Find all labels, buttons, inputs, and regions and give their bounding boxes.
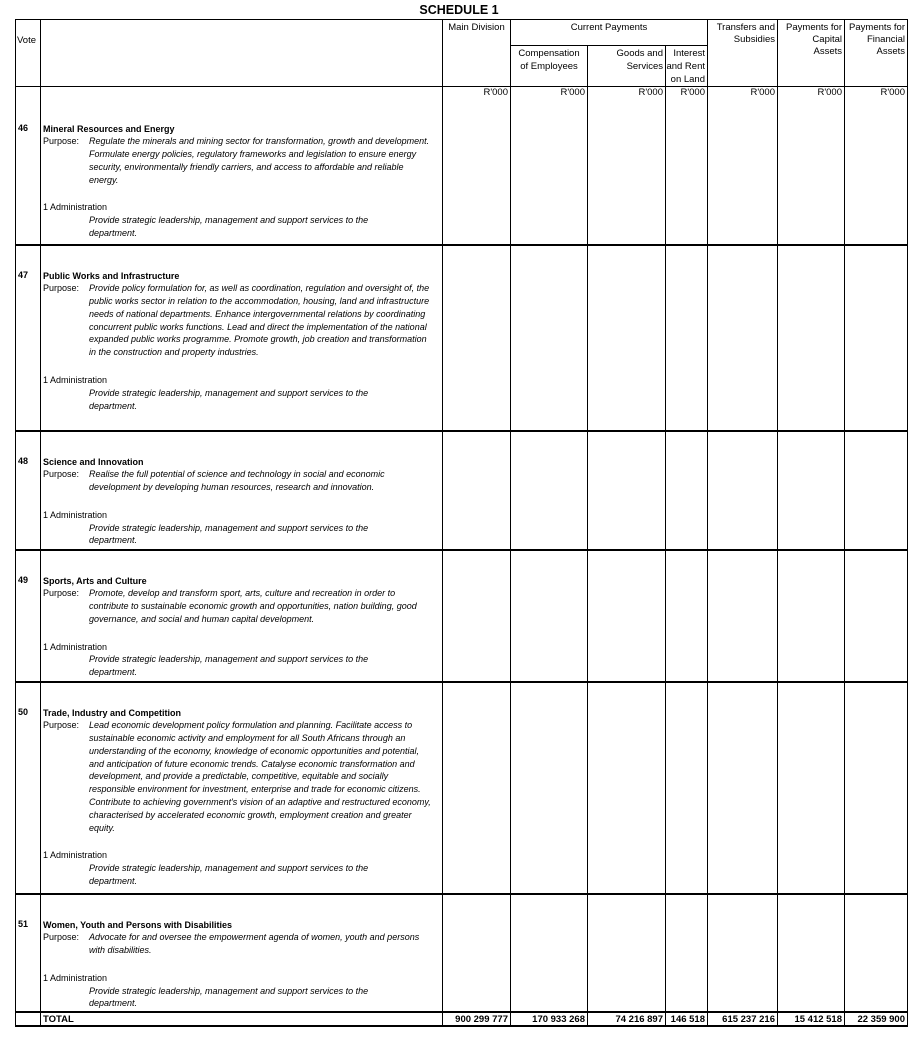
total-transfers: 615 237 216 [708,1012,778,1026]
vote-title: Sports, Arts and Culture [43,575,147,586]
purpose-label: Purpose: [43,283,80,294]
vote-row [16,682,908,894]
vote-number: 46 [16,99,41,245]
vote-number: 47 [16,245,41,431]
vote-description [41,682,443,894]
interest-header: Interest and Rent on Land [666,46,708,87]
total-row [16,1012,908,1026]
purpose-label: Purpose: [43,588,80,599]
program-name: 1 Administration [43,202,108,213]
total-capital: 15 412 518 [778,1012,845,1026]
vote-title: Mineral Resources and Energy [43,123,175,134]
purpose-label: Purpose: [43,136,80,147]
current-payments-header: Current Payments [511,20,708,46]
transfers-header: Transfers and Subsidies [708,20,778,87]
financial-header: Payments for Financial Assets [845,20,908,87]
purpose-label: Purpose: [43,469,80,480]
vote-number: 48 [16,431,41,550]
vote-number: 50 [16,682,41,894]
vote-description [41,894,443,1012]
program-name: 1 Administration [43,641,108,652]
unit-label: R'000 [443,87,511,99]
purpose-label: Purpose: [43,720,80,731]
purpose-text: Lead economic development policy formulation and planning. Facilitate access to sustainable economic activity and employment for all South Africans through an understanding of the economy, knowledge of economic opportunities and potential, and anticipation of future economic trends. Catalyse economic transformation and development, and provide a predictable, competitive, equitable and socially responsible environment for investment, enterprise and trade for economic citizens. Contribute to achieving government's vision of an adaptive and restructured economy, characterised by accelerated economic growth, employment creation and greater equity. [89,720,431,833]
total-financial: 22 359 900 [845,1012,908,1026]
goods-header: Goods and Services [588,46,666,87]
schedule-table [15,19,908,1027]
unit-label: R'000 [708,87,778,99]
purpose-text: Regulate the minerals and mining sector for transformation, growth and development. Formulate energy policies, regulatory frameworks and legislation to ensure energy security, environmentally friendly carriers, and access to affordable and reliable energy. [89,136,430,185]
vote-header: Vote [16,20,41,87]
vote-row [16,550,908,682]
total-label: TOTAL [41,1012,443,1026]
vote-row [16,431,908,550]
program-text: Provide strategic leadership, management and support services to the department. [89,863,369,887]
vote-row [16,99,908,245]
main-division-header: Main Division [443,20,511,87]
unit-label: R'000 [588,87,666,99]
capital-header: Payments for Capital Assets [778,20,845,87]
vote-description [41,245,443,431]
vote-description [41,431,443,550]
unit-label: R'000 [778,87,845,99]
program-name: 1 Administration [43,972,108,983]
total-interest: 146 518 [666,1012,708,1026]
program-text: Provide strategic leadership, management and support services to the department. [89,387,369,411]
vote-number: 49 [16,550,41,682]
purpose-label: Purpose: [43,932,80,943]
purpose-text: Realise the full potential of science and technology in social and economic development by developing human resources, research and innovation. [89,469,385,493]
program-name: 1 Administration [43,850,108,861]
program-name: 1 Administration [43,509,108,520]
purpose-text: Promote, develop and transform sport, arts, culture and recreation in order to contribute to sustainable economic growth and opportunities, nation building, good governance, and social and human capital development. [89,588,417,624]
vote-title: Trade, Industry and Competition [43,707,182,718]
unit-label: R'000 [845,87,908,99]
vote-title: Women, Youth and Persons with Disabilities [43,919,233,930]
program-text: Provide strategic leadership, management and support services to the department. [89,985,369,1009]
vote-description [41,550,443,682]
program-name: 1 Administration [43,375,108,386]
purpose-text: Provide policy formulation for, as well as coordination, regulation and oversight of, the public works sector in relation to the accommodation, housing, land and infrastructure needs of national departments. Enhance intergovernmental relations by coordinating concurrent public works functions. Lead and direct the implementation of the national expanded public works programme. Promote growth, job creation and transformation in the construction and property industries. [89,283,430,358]
vote-title: Science and Innovation [43,456,144,467]
program-text: Provide strategic leadership, management and support services to the department. [89,654,369,678]
vote-number: 51 [16,894,41,1012]
purpose-text: Advocate for and oversee the empowerment agenda of women, youth and persons with disabilities. [89,932,420,956]
unit-label: R'000 [511,87,588,99]
program-text: Provide strategic leadership, management and support services to the department. [89,522,369,546]
unit-label: R'000 [666,87,708,99]
vote-title: Public Works and Infrastructure [43,270,180,281]
schedule-title: SCHEDULE 1 [419,3,499,17]
vote-row [16,894,908,1012]
total-goods: 74 216 897 [588,1012,666,1026]
program-text: Provide strategic leadership, management and support services to the department. [89,215,369,239]
vote-row [16,245,908,431]
compensation-header: Compensation of Employees [511,46,588,87]
total-compensation: 170 933 268 [511,1012,588,1026]
vote-description [41,99,443,245]
total-main-division: 900 299 777 [443,1012,511,1026]
